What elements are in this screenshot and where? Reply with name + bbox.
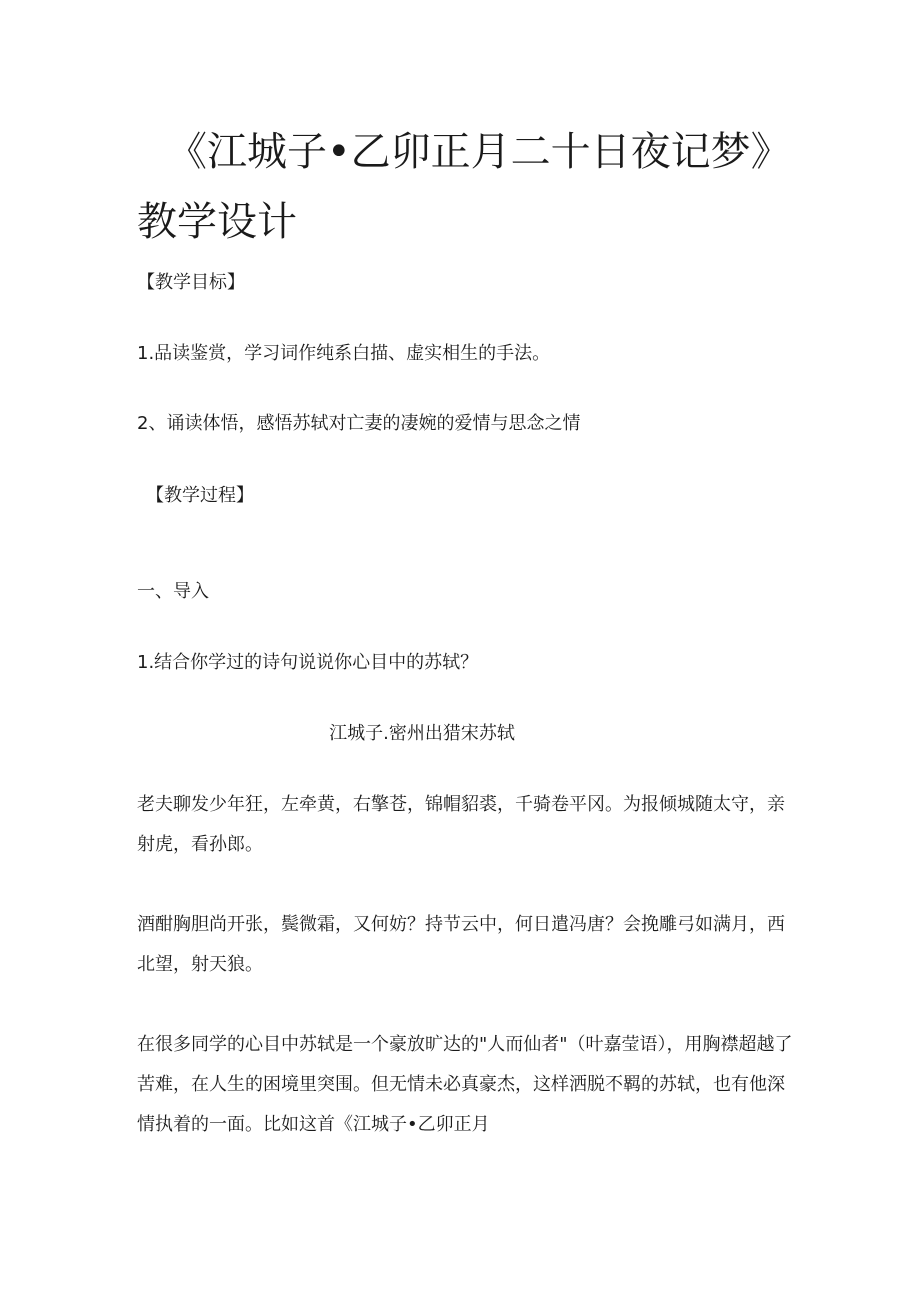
goal-item-1: 1.品读鉴赏，学习词作纯系白描、虚实相生的手法。 [137,343,551,364]
poem-title: 江城子.密州出猎宋苏轼 [329,723,515,744]
goal-item-2: 2、诵读体悟，感悟苏轼对亡妻的凄婉的爱情与思念之情 [137,413,581,434]
section-heading-process: 【教学过程】 [146,485,254,506]
body-paragraph: 在很多同学的心目中苏轼是一个豪放旷达的"人而仙者"（叶嘉莹语），用胸襟超越了苦难，在人生的困境里突围。但无情未必真豪杰，这样洒脱不羁的苏轼，也有他深情执着的一面。比如这首《江城子•乙卯正月 [137,1034,793,1135]
section-heading-goals: 【教学目标】 [137,272,245,293]
poem-paragraph-2: 酒酣胸胆尚开张，鬓微霜，又何妨？持节云中，何日遣冯唐？会挽雕弓如满月，西北望，射天狼。 [137,914,785,975]
part-heading-intro: 一、导入 [137,581,209,602]
poem-paragraph-1: 老夫聊发少年狂，左牵黄，右擎苍，锦帽貂裘，千骑卷平冈。为报倾城随太守，亲射虎，看孙郎。 [137,794,785,855]
document-title: 《江城子•乙卯正月二十日夜记梦》教学设计 [137,129,791,245]
question-1: 1.结合你学过的诗句说说你心目中的苏轼？ [137,652,479,673]
